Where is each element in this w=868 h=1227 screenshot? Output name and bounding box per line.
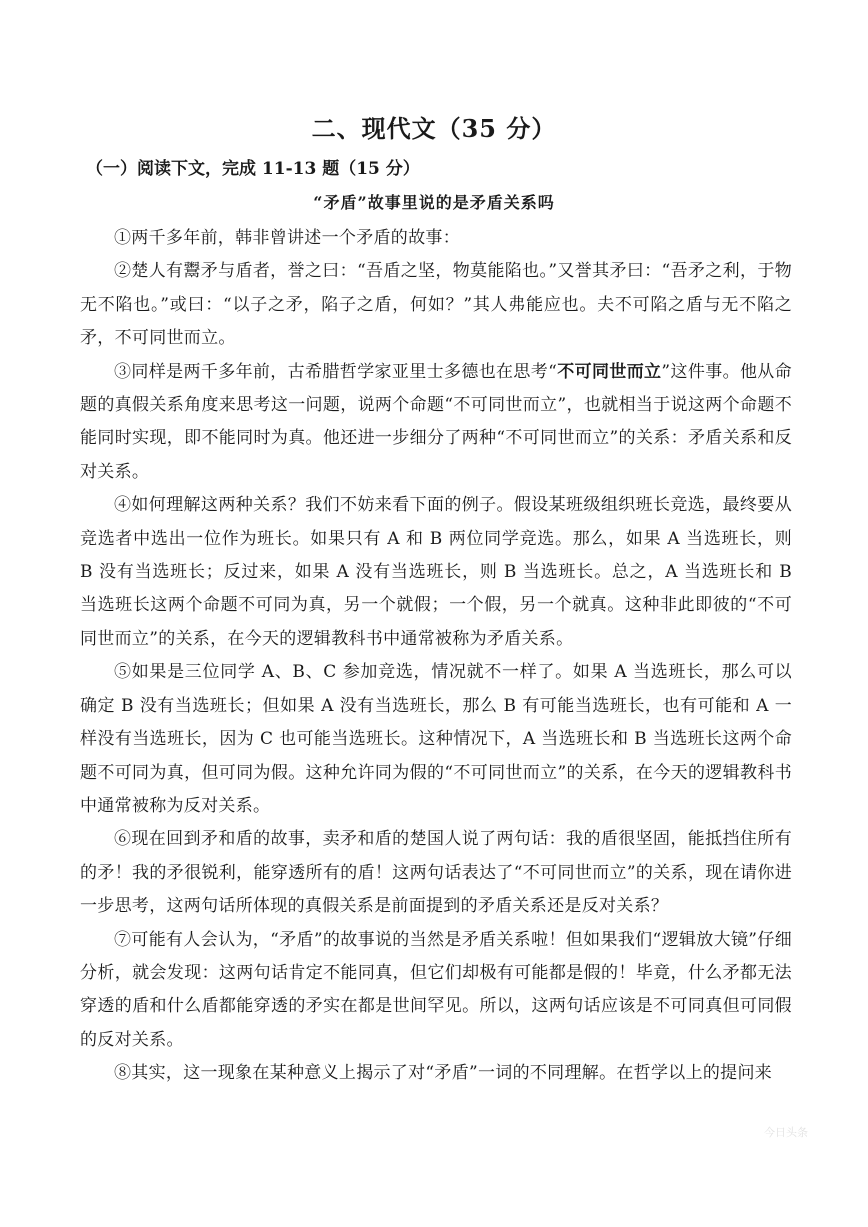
paragraph-3 bbox=[80, 356, 792, 490]
article-body bbox=[80, 222, 792, 1091]
paragraph-2: ②楚人有鬻矛与盾者，誉之曰：“吾盾之坚，物莫能陷也。”又誉其矛曰：“吾矛之利，于物无不陷也。”或曰：“以子之矛，陷子之盾，何如？”其人弗能应也。夫不可陷之盾与无不陷之矛，不可同世而立。 bbox=[80, 261, 792, 349]
paragraph-1: ①两千多年前，韩非曾讲述一个矛盾的故事： bbox=[114, 228, 460, 248]
paragraph-7: ⑦可能有人会认为，“矛盾”的故事说的当然是矛盾关系啦！但如果我们“逻辑放大镜”仔细分析，就会发现：这两句话肯定不能同真，但它们却极有可能都是假的！毕竟，什么矛都无法穿透的盾和什么盾都能穿透的矛实在都是世间罕见。所以，这两句话应该是不可同真但可同假的反对关系。 bbox=[80, 929, 792, 1050]
paragraph-3-text-before: ③同样是两千多年前，古希腊哲学家亚里士多德也在思考“ bbox=[114, 361, 558, 382]
article-title: “矛盾”故事里说的是矛盾关系吗 bbox=[313, 193, 555, 212]
section-title: 二、现代文（35 分） bbox=[311, 114, 557, 143]
paragraph-8: ⑧其实，这一现象在某种意义上揭示了对“矛盾”一词的不同理解。在哲学以上的提问来 bbox=[114, 1063, 773, 1084]
paragraph-6: ⑥现在回到矛和盾的故事，卖矛和盾的楚国人说了两句话：我的盾很坚固，能抵挡住所有的矛！我的矛很锐利，能穿透所有的盾！这两句话表达了“不可同世而立”的关系，现在请你进一步思考，这两句话所体现的真假关系是前面提到的矛盾关系还是反对关系？ bbox=[80, 829, 792, 917]
question-instruction: （一）阅读下文，完成 11-13 题（15 分） bbox=[86, 159, 420, 179]
paragraph-3-emphasis: 不可同世而立 bbox=[557, 361, 662, 382]
paragraph-3-text-after: ”这件事。他从命题的真假关系角度来思考这一问题，说两个命题“不可同世而立”，也就相当于说这两个命题不能同时实现，即不能同时为真。他还进一步细分了两种“不可同世而立”的关系：矛盾关系和反对关系。 bbox=[80, 361, 792, 482]
watermark: 今日头条 bbox=[764, 1127, 808, 1139]
paragraph-5: ⑤如果是三位同学 A、B、C 参加竞选，情况就不一样了。如果 A 当选班长，那么可以确定 B 没有当选班长；但如果 A 没有当选班长，那么 B 有可能当选班长，也有可能和 A 一样没有当选班长，因为 C 也可能当选班长。这种情况下，A 当选班长和 B 当选班长这两个命题不可同为真，但可同为假。这种允许同为假的“不可同世而立”的关系，在今天的逻辑教科书中通常被称为反对关系。 bbox=[80, 662, 792, 816]
paragraph-4: ④如何理解这两种关系？我们不妨来看下面的例子。假设某班级组织班长竞选，最终要从竞选者中选出一位作为班长。如果只有 A 和 B 两位同学竞选。那么，如果 A 当选班长，则 B 没有当选班长；反过来，如果 A 没有当选班长，则 B 当选班长。总之，A 当选班长和 B 当选班长这两个命题不可同为真，另一个就假；一个假，另一个就真。这种非此即彼的“不可同世而立”的关系，在今天的逻辑教科书中通常被称为矛盾关系。 bbox=[80, 495, 793, 649]
